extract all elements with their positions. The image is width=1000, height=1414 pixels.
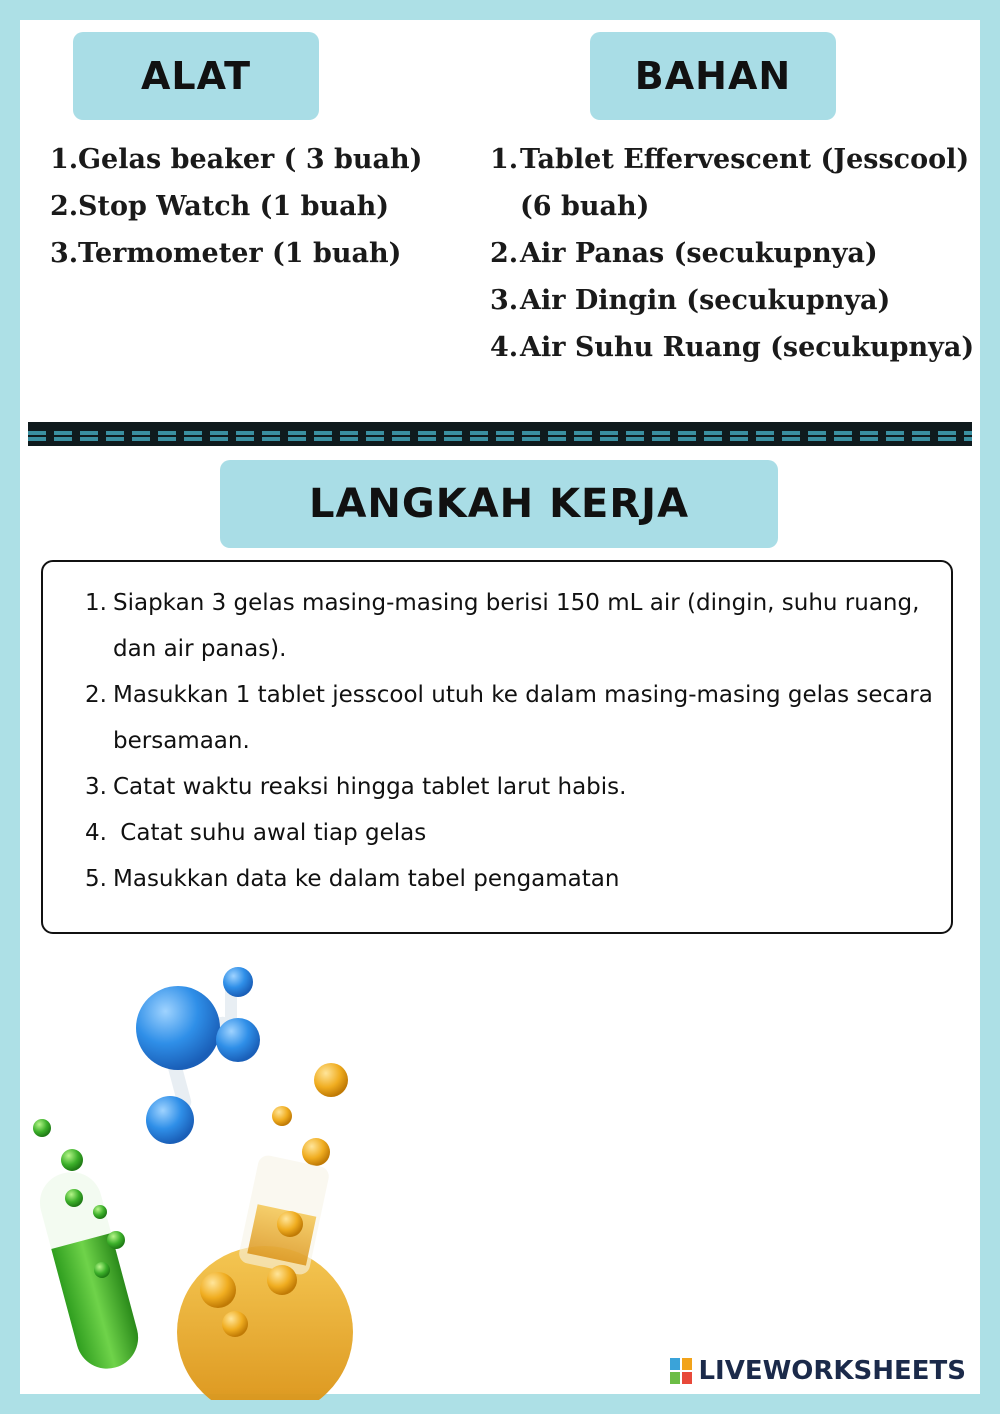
divider-stripe — [28, 431, 972, 435]
list-item — [490, 230, 975, 277]
item-text: Termometer (1 buah) — [78, 238, 402, 269]
chemistry-illustration-icon — [20, 940, 380, 1400]
brand-name: LIVEWORKSHEETS — [698, 1356, 966, 1386]
item-number: 2. — [50, 191, 79, 222]
section-divider — [28, 422, 972, 446]
step-number: 3. — [85, 774, 107, 800]
item-number: 1. — [490, 144, 519, 175]
step-number: 4. — [85, 820, 107, 846]
liveworksheets-logo — [670, 1356, 966, 1386]
item-text: Air Panas (secukupnya) — [520, 238, 878, 269]
step-item — [85, 810, 945, 856]
item-number: 3. — [490, 285, 519, 316]
list-item — [50, 230, 480, 277]
worksheet-page — [20, 20, 980, 1394]
bahan-list — [490, 136, 975, 371]
step-text: Catat suhu awal tiap gelas — [113, 820, 427, 846]
step-number: 5. — [85, 866, 107, 892]
step-number: 1. — [85, 590, 107, 616]
item-number: 4. — [490, 332, 519, 363]
bahan-heading: BAHAN — [590, 32, 836, 120]
step-item — [85, 856, 945, 902]
list-item — [490, 324, 975, 371]
list-item — [490, 136, 975, 230]
item-text: Tablet Effervescent (Jesscool) (6 buah) — [520, 144, 970, 222]
step-text: Catat waktu reaksi hingga tablet larut habis. — [113, 774, 627, 800]
step-item — [85, 764, 945, 810]
item-text: Gelas beaker ( 3 buah) — [78, 144, 423, 175]
step-item — [85, 672, 945, 764]
item-number: 2. — [490, 238, 519, 269]
item-number: 1. — [50, 144, 79, 175]
list-item — [490, 277, 975, 324]
step-item — [85, 580, 945, 672]
alat-list — [50, 136, 480, 277]
steps-list — [85, 580, 945, 902]
item-text: Air Suhu Ruang (secukupnya) — [520, 332, 975, 363]
alat-heading: ALAT — [73, 32, 319, 120]
list-item — [50, 136, 480, 183]
list-item — [50, 183, 480, 230]
step-text: Siapkan 3 gelas masing-masing berisi 150 mL air (dingin, suhu ruang, dan air panas). — [113, 590, 920, 662]
step-text: Masukkan 1 tablet jesscool utuh ke dalam masing-masing gelas secara bersamaan. — [113, 682, 933, 754]
item-text: Air Dingin (secukupnya) — [520, 285, 891, 316]
divider-stripe — [28, 437, 972, 441]
langkah-kerja-heading: LANGKAH KERJA — [220, 460, 778, 548]
steps-box — [41, 560, 953, 934]
live-badge-icon — [670, 1358, 692, 1384]
item-number: 3. — [50, 238, 79, 269]
item-text: Stop Watch (1 buah) — [78, 191, 390, 222]
step-number: 2. — [85, 682, 107, 708]
step-text: Masukkan data ke dalam tabel pengamatan — [113, 866, 620, 892]
